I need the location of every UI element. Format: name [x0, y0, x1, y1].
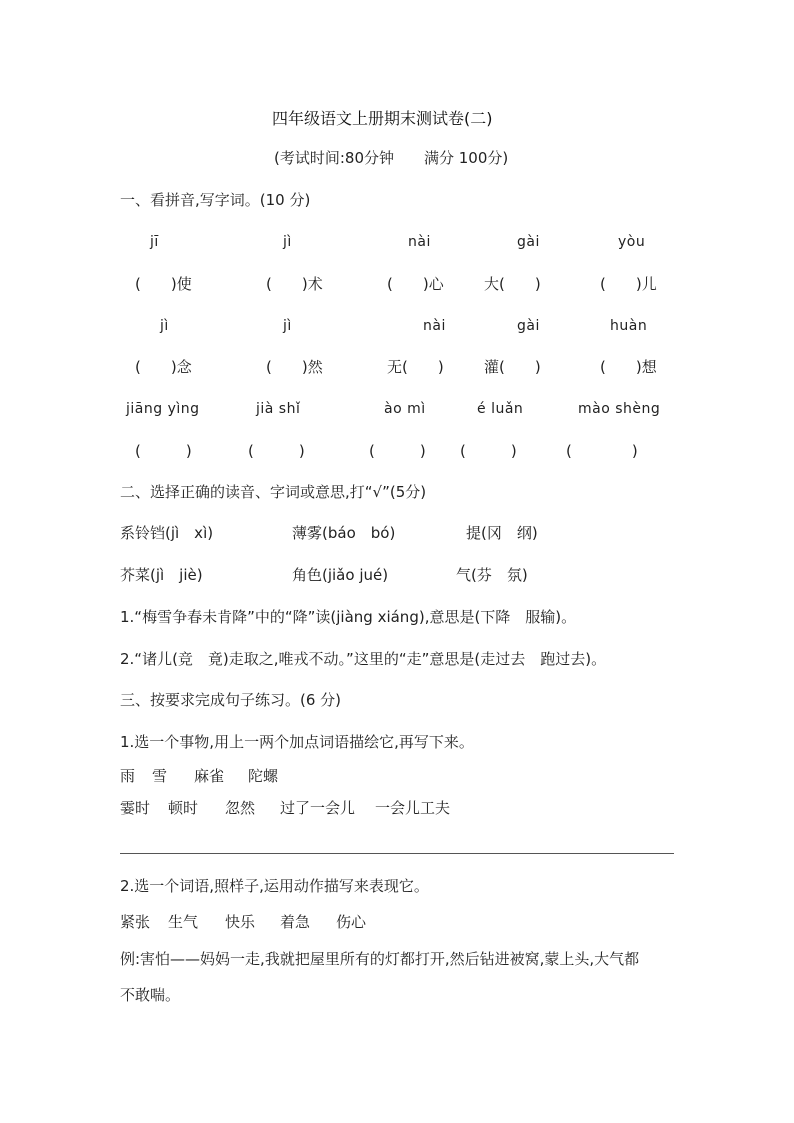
- section2-question-2[interactable]: 2.“诸儿(竞 竟)走取之,唯戎不动。”这里的“走”意思是(走过去 跑过去)。: [120, 650, 607, 668]
- answer-blank[interactable]: ( )念: [135, 358, 192, 376]
- word-option: 霎时: [120, 799, 151, 817]
- section2-heading: 二、选择正确的读音、字词或意思,打“√”(5分): [120, 483, 427, 501]
- answer-blank[interactable]: ( )儿: [600, 275, 657, 293]
- answer-blank[interactable]: ( ): [369, 442, 426, 460]
- pinyin-item: jì: [160, 318, 169, 334]
- word-option: 顿时: [168, 799, 199, 817]
- answer-blank[interactable]: ( )心: [387, 275, 444, 293]
- choice-item[interactable]: 芥菜(jì jiè): [120, 566, 203, 584]
- answer-blank[interactable]: ( ): [135, 442, 192, 460]
- pinyin-item: é luǎn: [477, 401, 524, 417]
- page-title: 四年级语文上册期末测试卷(二): [272, 109, 493, 128]
- answer-blank[interactable]: 灌( ): [484, 358, 541, 376]
- choice-item[interactable]: 系铃铛(jì xì): [120, 524, 214, 542]
- answer-blank[interactable]: ( )使: [135, 275, 192, 293]
- choice-item[interactable]: 薄雾(báo bó): [292, 524, 396, 542]
- word-option: 忽然: [225, 799, 256, 817]
- answer-blank[interactable]: ( )然: [266, 358, 323, 376]
- answer-blank[interactable]: ( ): [248, 442, 305, 460]
- answer-blank[interactable]: ( )想: [600, 358, 657, 376]
- word-option: 麻雀: [194, 767, 225, 785]
- word-option: 生气: [168, 913, 199, 931]
- section3-question-1: 1.选一个事物,用上一两个加点词语描绘它,再写下来。: [120, 733, 474, 751]
- answer-blank[interactable]: ( )术: [266, 275, 323, 293]
- word-option: 着急: [280, 913, 311, 931]
- answer-blank[interactable]: ( ): [566, 442, 638, 460]
- pinyin-item: gài: [517, 318, 540, 334]
- section2-question-1[interactable]: 1.“梅雪争春未肯降”中的“降”读(jiàng xiáng),意思是(下降 服输)。: [120, 608, 577, 626]
- word-option: 雪: [152, 767, 168, 785]
- choice-item[interactable]: 角色(jiǎo jué): [292, 566, 389, 584]
- example-text-line-2: 不敢喘。: [120, 986, 181, 1004]
- section3-heading: 三、按要求完成句子练习。(6 分): [120, 691, 342, 709]
- exam-subtitle: (考试时间:80分钟 满分 100分): [274, 149, 509, 167]
- word-option: 过了一会儿: [280, 799, 356, 817]
- pinyin-item: gài: [517, 234, 540, 250]
- answer-blank[interactable]: 无( ): [387, 358, 444, 376]
- word-option: 快乐: [225, 913, 256, 931]
- word-option: 伤心: [336, 913, 367, 931]
- pinyin-item: jī: [150, 234, 159, 250]
- section3-question-2: 2.选一个词语,照样子,运用动作描写来表现它。: [120, 877, 429, 895]
- word-option: 陀螺: [248, 767, 279, 785]
- pinyin-item: nài: [423, 318, 446, 334]
- answer-line[interactable]: [120, 853, 674, 854]
- word-option: 紧张: [120, 913, 151, 931]
- pinyin-item: jì: [283, 234, 292, 250]
- answer-blank[interactable]: 大( ): [484, 275, 541, 293]
- word-option: 一会儿工夫: [375, 799, 451, 817]
- pinyin-item: mào shèng: [578, 401, 661, 417]
- pinyin-item: jiāng yìng: [126, 401, 200, 417]
- example-text-line-1: 例:害怕——妈妈一走,我就把屋里所有的灯都打开,然后钻进被窝,蒙上头,大气都: [120, 950, 640, 968]
- pinyin-item: ào mì: [384, 401, 426, 417]
- answer-blank[interactable]: ( ): [460, 442, 517, 460]
- pinyin-item: huàn: [610, 318, 648, 334]
- pinyin-item: yòu: [618, 234, 646, 250]
- choice-item[interactable]: 提(冈 纲): [466, 524, 538, 542]
- pinyin-item: jià shǐ: [256, 401, 301, 417]
- word-option: 雨: [120, 767, 136, 785]
- choice-item[interactable]: 气(芬 氛): [456, 566, 528, 584]
- pinyin-item: jì: [283, 318, 292, 334]
- section1-heading: 一、看拼音,写字词。(10 分): [120, 191, 311, 209]
- pinyin-item: nài: [408, 234, 431, 250]
